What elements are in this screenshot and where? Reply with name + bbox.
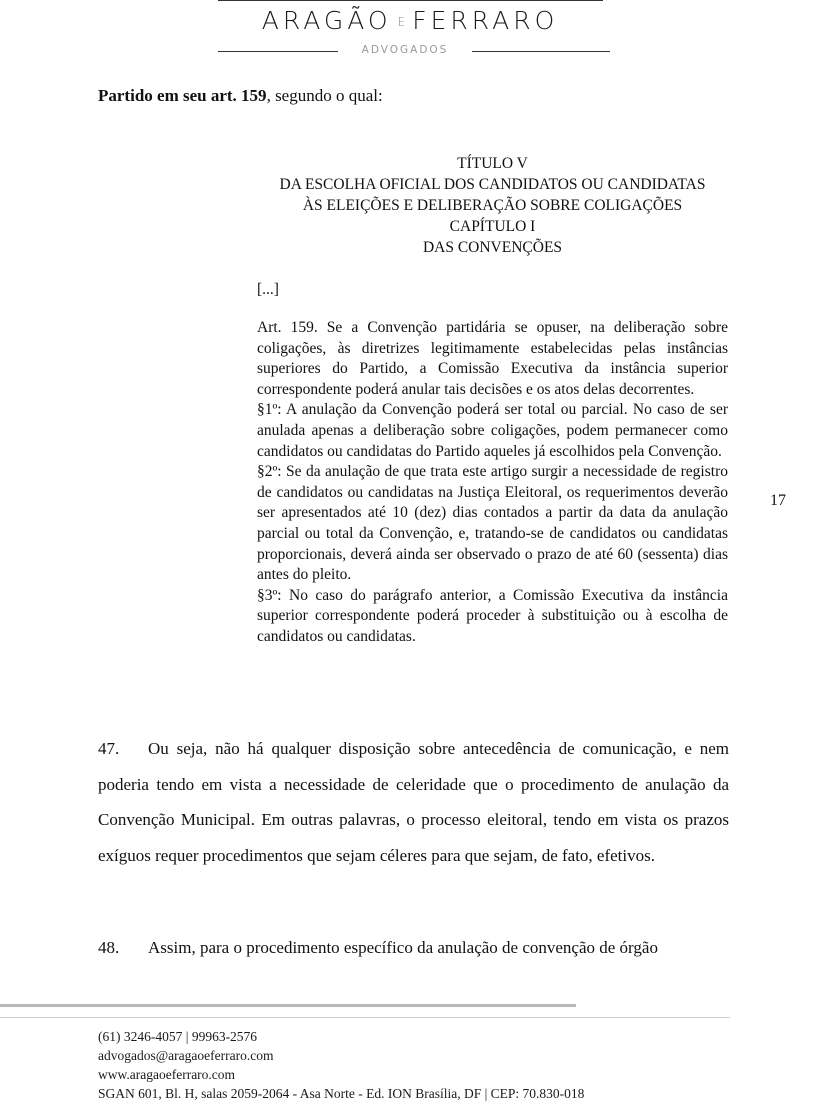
quote-heading-line: CAPÍTULO I — [449, 218, 536, 235]
firm-subtitle-row — [218, 44, 610, 60]
paragraph-text: Assim, para o procedimento específico da anulação de convenção de órgão — [148, 938, 658, 957]
quote-heading-line: TÍTULO V — [457, 155, 528, 172]
paragraph-text: Ou seja, não há qualquer disposição sobre antecedência de comunicação, e nem poderia tendo em vista a necessidade de celeridade que o procedimento de anulação da Convenção Municipal. Em outras palavras, o processo eleitoral, tendo em vista os prazos exíguos requer procedimentos que sejam céleres para que sejam, de fato, efetivos. — [98, 739, 729, 865]
paragraph-3-text: §3º: No caso do parágrafo anterior, a Comissão Executiva da instância superior correspondente poderá proceder à substituição ou à escolha de candidatos ou candidatas. — [257, 586, 728, 645]
body-paragraph-47 — [98, 731, 729, 873]
page-number: 17 — [770, 492, 786, 509]
letterhead-top-rule — [218, 0, 603, 1]
firm-subtitle: ADVOGADOS — [361, 44, 449, 56]
footer-email: advogados@aragaoeferraro.com — [98, 1048, 274, 1063]
article-159-text: Art. 159. Se a Convenção partidária se opuser, na deliberação sobre coligações, às diretrizes legitimamente estabelecidas pelas instâncias superiores do Partido, a Comissão Executiva da instância superior correspondente poderá anular tais decisões e os atos delas decorrentes. — [257, 319, 728, 398]
firm-logo-name — [0, 6, 820, 35]
paragraph-2-text: §2º: Se da anulação de que trata este artigo surgir a necessidade de registro de candidatos ou candidatas na Justiça Eleitoral, os requerimentos deverão ser apresentados até 10 (dez) dias contados a partir da data da anulação parcial ou total da Convenção, e, tratando-se de candidatos ou candidatas proporcionais, deverá ainda ser observado o prazo de até 60 (sessenta) dias antes do pleito. — [257, 463, 728, 584]
firm-name-conjunction: E — [397, 15, 407, 29]
paragraph-number: 48. — [98, 938, 120, 957]
footer-rule-thin — [0, 1017, 730, 1018]
footer-contact — [98, 1027, 584, 1103]
quote-heading-line: ÀS ELEIÇÕES E DELIBERAÇÃO SOBRE COLIGAÇÕES — [302, 197, 683, 214]
subtitle-rule-left — [218, 51, 338, 52]
footer-website: www.aragaoeferraro.com — [98, 1067, 236, 1082]
firm-name-part1: ARAGÃO — [261, 6, 392, 35]
lead-rest: , segundo o qual: — [266, 86, 383, 105]
footer-phone: (61) 3246-4057 | 99963-2576 — [98, 1029, 258, 1044]
lead-bold: Partido em seu art. 159 — [98, 86, 267, 105]
quote-heading-line: DAS CONVENÇÕES — [422, 239, 563, 256]
quote-heading-line: DA ESCOLHA OFICIAL DOS CANDIDATOS OU CANDIDATAS — [279, 176, 706, 193]
paragraph-number: 47. — [98, 739, 120, 758]
lead-sentence — [98, 86, 383, 106]
footer-rule-thick — [0, 1004, 576, 1007]
quoted-article — [257, 318, 728, 648]
footer-address: SGAN 601, Bl. H, salas 2059-2064 - Asa Norte - Ed. ION Brasília, DF | CEP: 70.830-018 — [98, 1086, 585, 1101]
firm-name-part2: FERRARO — [412, 6, 559, 35]
quote-heading — [257, 153, 728, 258]
quote-ellipsis: [...] — [257, 281, 279, 298]
paragraph-1-text: §1º: A anulação da Convenção poderá ser total ou parcial. No caso de ser anulada apenas a deliberação sobre coligações, podem permanecer como candidatos ou candidatas do Partido aqueles já escolhidos pela Convenção. — [257, 401, 728, 460]
body-paragraph-48 — [98, 930, 729, 966]
subtitle-rule-right — [472, 51, 610, 52]
